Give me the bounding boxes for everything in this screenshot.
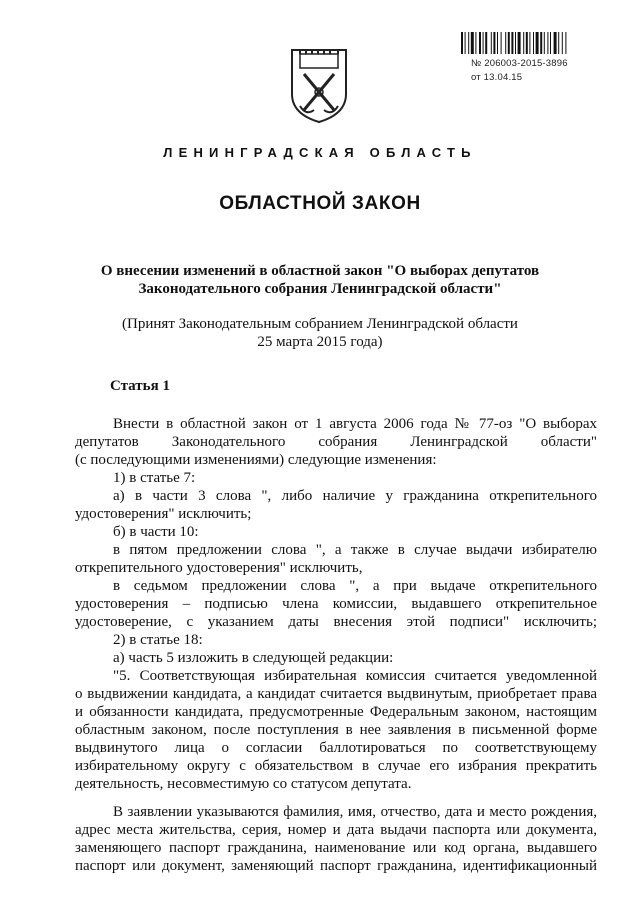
barcode-bar [518, 32, 521, 54]
barcode-bar [550, 32, 551, 54]
barcode-bar [515, 32, 516, 54]
article-text-line: областным законом, после поступления в нее заявления в письменной форме [75, 722, 597, 738]
barcode-bar [475, 32, 476, 54]
article-text-line: в седьмом предложении слова ", а при выдаче открепительного [113, 578, 597, 594]
region-heading: ЛЕНИНГРАДСКАЯ ОБЛАСТЬ [163, 145, 477, 160]
adoption-note-line-2: 25 марта 2015 года) [257, 334, 383, 350]
barcode-bar [536, 32, 539, 54]
barcode-bar [479, 32, 481, 54]
barcode-bar [493, 32, 495, 54]
barcode-bar [554, 32, 557, 54]
article-text-line: "5. Соответствующая избирательная комиссия считается уведомленной [113, 668, 597, 684]
article-text-line: адрес места жительства, серия, номер и дата выдачи паспорта или документа, [75, 822, 597, 838]
article-text-line: В заявлении указываются фамилия, имя, отчество, дата и место рождения, [113, 804, 597, 820]
barcode-bar [497, 32, 498, 54]
article-heading: Статья 1 [110, 378, 170, 394]
article-text-line: избирательному округу с обязательством в случае его избрания прекратить [75, 758, 597, 774]
article-text-line: и обязанности кандидата, предусмотренные Федеральным законом, настоящим [75, 704, 597, 720]
barcode-bar [468, 32, 469, 54]
barcode-bar [501, 32, 502, 54]
article-text-line: удостоверения – подписью члена комиссии, выдавшего открепительное [75, 596, 597, 612]
article-text-line: а) часть 5 изложить в следующей редакции: [113, 650, 394, 666]
coat-of-arms-emblem [288, 44, 350, 124]
barcode-bar [461, 32, 463, 54]
barcode-bar [533, 32, 534, 54]
adoption-note-line-1: (Принят Законодательным собранием Ленинградской области [122, 316, 518, 332]
article-text-line: 1) в статье 7: [113, 470, 196, 486]
law-type-heading: ОБЛАСТНОЙ ЗАКОН [219, 193, 421, 214]
barcode-bar [547, 32, 548, 54]
barcode-bar [529, 32, 530, 54]
barcode-bar [544, 32, 545, 54]
law-title-line-1: О внесении изменений в областной закон "О выборах депутатов [100, 263, 540, 279]
article-text-line: а) в части 3 слова ", либо наличие у гражданина открепительного [113, 488, 597, 504]
barcode-bar [508, 32, 510, 54]
barcode-bar [465, 32, 466, 54]
barcode-image [461, 32, 601, 54]
registration-date: от 13.04.15 [471, 72, 523, 83]
article-text-line: о выдвижении кандидата, а кандидат считается выдвинутым, приобретает права [75, 686, 597, 702]
barcode-bar [526, 32, 528, 54]
barcode-bar [540, 32, 542, 54]
article-text-line: паспорт или документ, заменяющий паспорт гражданина, идентификационный [75, 858, 597, 874]
article-text-line: открепительного удостоверения" исключить, [75, 560, 363, 576]
law-title-line-2: Законодательного собрания Ленинградской области" [138, 281, 502, 297]
barcode-bar [565, 32, 566, 54]
barcode-bar [511, 32, 513, 54]
article-text-line: Внести в областной закон от 1 августа 2006 года № 77-оз "О выборах [113, 416, 597, 432]
barcode-bar [483, 32, 484, 54]
article-text-line: удостоверение, с указанием даты внесения этой подписи" исключить; [75, 614, 597, 630]
article-text-line: деятельность, несовместимую со статусом депутата. [75, 776, 412, 792]
article-text-line: в пятом предложении слова ", а также в случае выдачи избирателю [113, 542, 597, 558]
barcode-bar [471, 32, 474, 54]
barcode-bar [485, 32, 487, 54]
barcode-bar [505, 32, 506, 54]
article-text-line: заменяющего паспорт гражданина, наименование или код органа, выдавшего [75, 840, 597, 856]
barcode-bar [523, 32, 524, 54]
article-text-line: удостоверения" исключить; [75, 506, 252, 522]
article-text-line: б) в части 10: [113, 524, 199, 540]
barcode-bar [558, 32, 559, 54]
barcode-bar [491, 32, 492, 54]
article-text-line: депутатов Законодательного собрания Ленинградской области" [75, 434, 597, 450]
registration-number: № 206003-2015-3896 [471, 58, 568, 69]
barcode-bar [562, 32, 563, 54]
article-text-line: 2) в статье 18: [113, 632, 203, 648]
article-text-line: выдвинутого лица о согласии баллотироваться по соответствующему [75, 740, 597, 756]
article-text-line: (с последующими изменениями) следующие изменения: [75, 452, 437, 468]
